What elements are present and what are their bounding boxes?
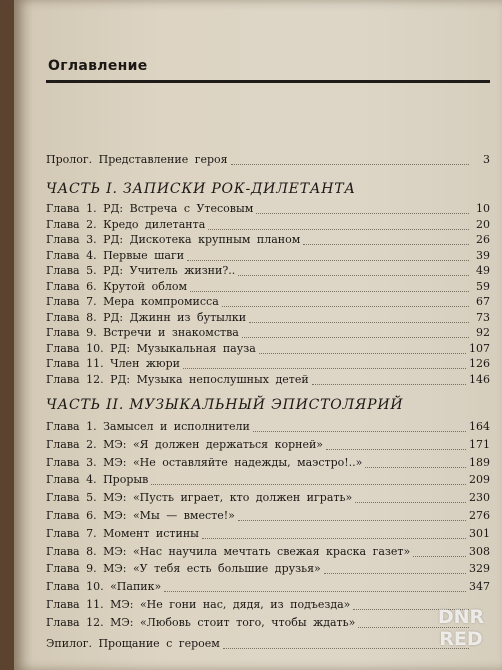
toc-entry-page: 209: [469, 473, 490, 487]
page-title: Оглавление: [48, 58, 148, 74]
toc-entry-page: 26: [476, 233, 490, 246]
leader-dots: [231, 163, 469, 165]
toc-entry-page: 3: [483, 153, 490, 166]
watermark-logo: [426, 606, 496, 660]
toc-entry-page: 126: [469, 357, 490, 370]
toc-entry: [46, 473, 490, 488]
toc-entry-label: Глава 4. Первые шаги: [46, 248, 185, 262]
toc-entry: [46, 264, 490, 279]
part-2-heading: ЧАСТЬ II. МУЗЫКАЛЬНЫЙ ЭПИСТОЛЯРИЙ: [46, 397, 404, 413]
toc-entry-label: Глава 12. РД: Музыка непослушных детей: [46, 372, 309, 386]
leader-dots: [259, 352, 466, 354]
toc-entry: [46, 545, 490, 560]
toc-entry-page: 329: [469, 562, 490, 576]
toc-entry-label: Эпилог. Прощание с героем: [46, 637, 220, 650]
toc-entry-label: Глава 7. Момент истины: [46, 526, 199, 540]
toc-entry-label: Глава 3. МЭ: «Не оставляйте надежды, маэстро!..»: [46, 455, 363, 469]
toc-entry: [46, 616, 490, 631]
toc-entry-label: Глава 1. РД: Встреча с Утесовым: [46, 202, 254, 215]
toc-entry: [46, 311, 490, 326]
title-rule: [46, 80, 490, 83]
toc-entry: [46, 438, 490, 453]
toc-entry-page: 49: [476, 264, 490, 277]
leader-dots: [187, 259, 469, 261]
toc-entry: [46, 509, 490, 524]
toc-entry-label: Глава 5. РД: Учитель жизни?..: [46, 264, 236, 277]
toc-entry-label: Глава 8. МЭ: «Нас научила мечтать свежая краска газет»: [46, 544, 411, 558]
leader-dots: [190, 290, 469, 292]
toc-entry: [46, 562, 490, 577]
toc-entry: [46, 202, 490, 217]
toc-entry-label: Глава 11. Член жюри: [46, 357, 180, 370]
watermark-line: RED: [439, 628, 483, 650]
toc-entry-label: Глава 3. РД: Дискотека крупным планом: [46, 233, 301, 246]
leader-dots: [355, 501, 466, 503]
leader-dots: [249, 321, 469, 323]
book-page: [14, 0, 502, 670]
toc-entry-page: 20: [476, 217, 490, 231]
leader-dots: [238, 274, 469, 276]
leader-dots: [365, 466, 466, 468]
leader-dots: [222, 305, 469, 307]
toc-entry: [46, 249, 490, 264]
toc-entry: [46, 420, 490, 435]
toc-entry-page: 308: [469, 544, 490, 558]
toc-entry-label: Пролог. Представление героя: [46, 153, 228, 166]
toc-entry-page: 164: [469, 420, 490, 433]
leader-dots: [151, 483, 466, 485]
toc-entry-page: 10: [476, 202, 490, 215]
toc-entry-label: Глава 10. РД: Музыкальная пауза: [46, 341, 256, 355]
toc-entry: [46, 527, 490, 542]
toc-entry-page: 92: [476, 326, 490, 339]
toc-entry-label: Глава 7. Мера компромисса: [46, 295, 219, 308]
toc-entry-page: 59: [476, 279, 490, 293]
leader-dots: [413, 555, 466, 557]
leader-dots: [312, 383, 466, 385]
leader-dots: [164, 590, 466, 592]
toc-entry: [46, 280, 490, 295]
toc-entry-label: Глава 9. Встречи и знакомства: [46, 326, 239, 339]
toc-entry-page: 301: [469, 526, 490, 540]
toc-entry-page: 107: [469, 341, 490, 355]
leader-dots: [253, 430, 466, 432]
leader-dots: [208, 228, 469, 230]
watermark-line: DNR: [437, 606, 485, 628]
toc-entry: [46, 326, 490, 341]
leader-dots: [242, 336, 469, 338]
toc-entry-prologue: [46, 153, 490, 168]
toc-entry-epilogue: [46, 637, 490, 652]
toc-entry-label: Глава 1. Замысел и исполнители: [46, 420, 250, 433]
leader-dots: [256, 212, 469, 214]
toc-entry-label: Глава 5. МЭ: «Пусть играет, кто должен играть»: [46, 491, 353, 505]
toc-entry: [46, 598, 490, 613]
toc-entry: [46, 580, 490, 595]
toc-entry-page: 146: [469, 372, 490, 386]
toc-entry: [46, 295, 490, 310]
leader-dots: [183, 367, 466, 369]
toc-entry-page: 73: [476, 310, 490, 324]
leader-dots: [324, 572, 466, 574]
toc-entry-page: 67: [476, 295, 490, 308]
leader-dots: [238, 519, 466, 521]
toc-entry: [46, 233, 490, 248]
leader-dots: [303, 243, 469, 245]
toc-entry-page: 171: [469, 437, 490, 451]
toc-entry-label: Глава 8. РД: Джинн из бутылки: [46, 310, 247, 324]
toc-entry-label: Глава 2. Кредо дилетанта: [46, 217, 206, 231]
toc-entry-page: 347: [469, 580, 490, 594]
toc-entry: [46, 456, 490, 471]
leader-dots: [202, 537, 466, 539]
toc-entry-page: 39: [476, 248, 490, 262]
toc-entry-label: Глава 9. МЭ: «У тебя есть большие друзья»: [46, 562, 321, 576]
leader-dots: [326, 448, 466, 450]
toc-entry: [46, 357, 490, 372]
toc-entry-label: Глава 6. МЭ: «Мы — вместе!»: [46, 509, 235, 522]
toc-entry-label: Глава 4. Прорыв: [46, 473, 149, 487]
toc-entry: [46, 373, 490, 388]
toc-entry: [46, 218, 490, 233]
toc-entry: [46, 342, 490, 357]
toc-entry: [46, 491, 490, 506]
toc-entry-page: 276: [469, 509, 490, 522]
part-1-heading: ЧАСТЬ I. ЗАПИСКИ РОК-ДИЛЕТАНТА: [46, 181, 356, 197]
toc-entry-label: Глава 11. МЭ: «Не гони нас, дядя, из подъезда»: [46, 598, 351, 611]
toc-entry-page: 189: [469, 455, 490, 469]
toc-entry-label: Глава 12. МЭ: «Любовь стоит того, чтобы ждать»: [46, 615, 356, 629]
toc-entry-label: Глава 6. Крутой облом: [46, 279, 188, 293]
toc-entry-label: Глава 2. МЭ: «Я должен держаться корней»: [46, 437, 324, 451]
toc-entry-page: 230: [469, 491, 490, 505]
toc-entry-label: Глава 10. «Папик»: [46, 580, 162, 594]
